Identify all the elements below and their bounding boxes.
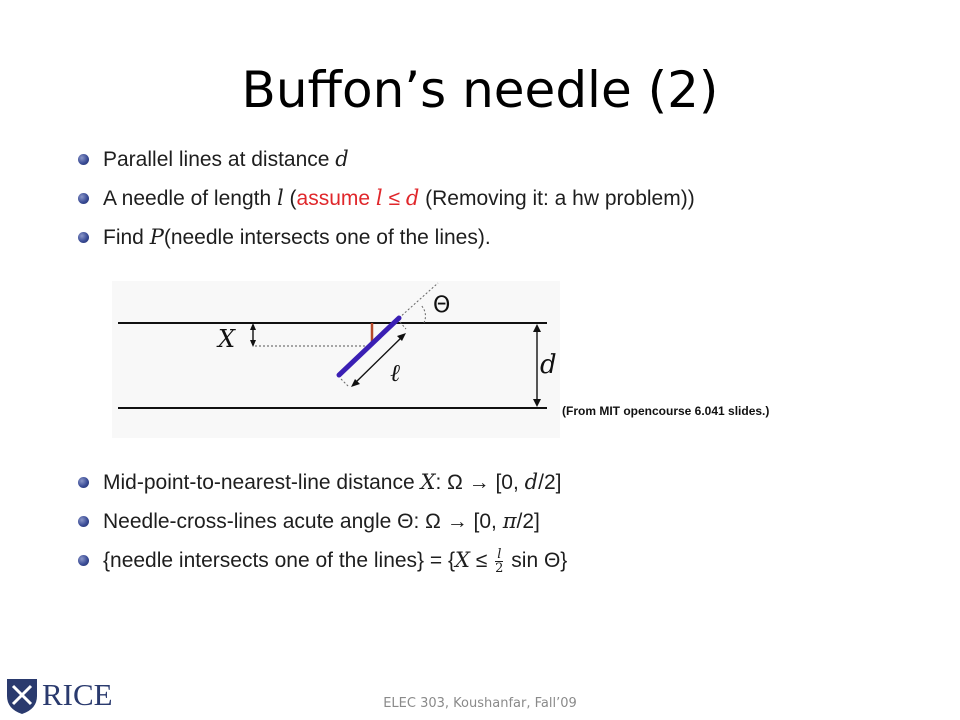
bullet-parallel-lines: Parallel lines at distance d — [78, 140, 695, 179]
bullet-dot-icon — [78, 477, 89, 488]
bullet-dot-icon — [78, 154, 89, 165]
length-dotted-end-b — [341, 379, 349, 387]
bullet-theta-angle: Needle-cross-lines acute angle Θ: Ω → [0, π/2] — [78, 502, 567, 541]
label-X: X — [218, 325, 236, 353]
theta-angle-arc — [421, 305, 425, 323]
label-theta: Θ — [433, 293, 451, 318]
label-d: d — [540, 350, 557, 380]
bullet-needle-length: A needle of length l (assume l ≤ d (Removing it: a hw problem)) — [78, 179, 695, 218]
d-arrow-head-bottom — [533, 399, 541, 407]
bullet-dot-icon — [78, 232, 89, 243]
d-arrow-head-top — [533, 324, 541, 332]
top-bullet-list — [78, 140, 695, 257]
buffon-needle-diagram — [112, 281, 560, 438]
slide-title: Buffon’s needle (2) — [241, 61, 719, 119]
bullet-intersection-event: {needle intersects one of the lines} = {X ≤ $\frac{l}{2}$ sin Θ} — [78, 541, 567, 580]
bullet-dot-icon — [78, 516, 89, 527]
label-ell: ℓ — [390, 359, 400, 387]
bullet-dot-icon — [78, 555, 89, 566]
x-arrow-head-top — [250, 323, 256, 330]
figure-source-note: (From MIT opencourse 6.041 slides.) — [562, 404, 770, 418]
assumption-text: assume — [296, 187, 376, 210]
bullet-x-distance: Mid-point-to-nearest-line distance X: Ω → [0, d/2] — [78, 463, 567, 502]
fraction-l-over-2: $\frac{l}{2}$ — [495, 546, 504, 576]
bullet-find-probability: Find P(needle intersects one of the lines). — [78, 218, 695, 257]
slide-footer: ELEC 303, Koushanfar, Fall’09 — [383, 696, 577, 711]
rice-logo: RICE — [2, 673, 112, 719]
bullet-dot-icon — [78, 193, 89, 204]
bottom-bullet-list — [78, 463, 567, 580]
